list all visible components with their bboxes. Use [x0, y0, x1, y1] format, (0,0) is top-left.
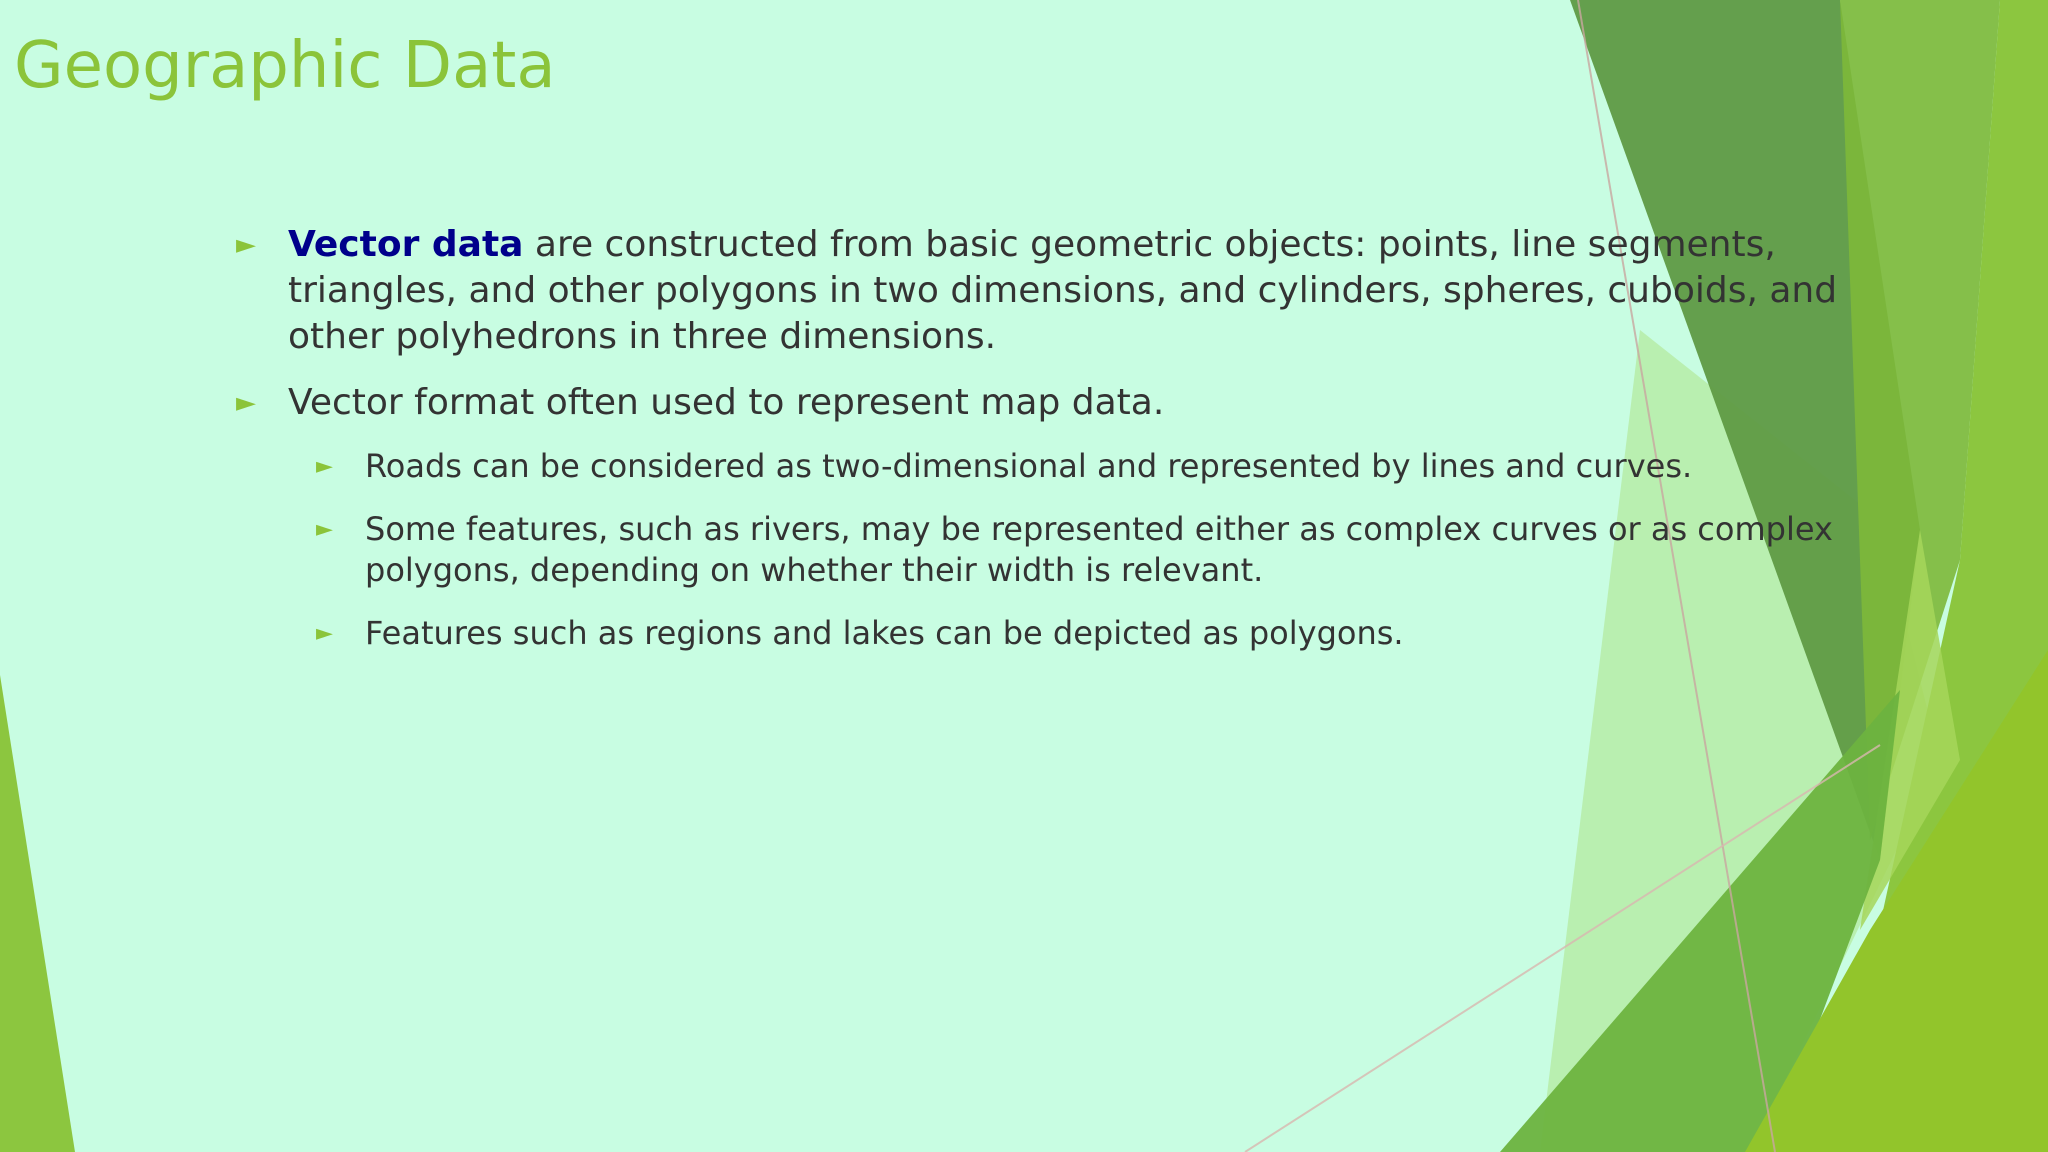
bullet-text: Features such as regions and lakes can be depicted as polygons.: [365, 614, 1404, 652]
emphasis-vector-data: Vector data: [288, 224, 524, 265]
bullet-text: Vector format often used to represent map data.: [288, 382, 1165, 423]
bullet-text: are constructed from basic geometric objects: points, line segments, triangles, and other polygons in two dimensions, and cylinders, spheres, cuboids, and other polyhedrons in three dimensions.: [288, 224, 1838, 357]
bullet-text: Roads can be considered as two-dimensional and represented by lines and curves.: [365, 447, 1693, 485]
sub-bullet-regions-lakes: [236, 613, 1936, 654]
bullet-arrow-icon: ►: [236, 388, 256, 418]
bullet-arrow-icon: ►: [316, 454, 333, 479]
slide-title: Geographic Data: [14, 29, 556, 103]
sub-bullet-roads: [236, 446, 1936, 487]
sub-bullet-rivers: [236, 509, 1936, 591]
bullet-arrow-icon: ►: [316, 621, 333, 646]
deco-left-lime-wedge: [0, 675, 75, 1152]
bullet-vector-format: [236, 380, 1936, 426]
bullet-vector-data: [236, 222, 1936, 360]
bullet-text: Some features, such as rivers, may be represented either as complex curves or as complex polygons, depending on whether their width is relevant.: [365, 510, 1833, 589]
bullet-arrow-icon: ►: [236, 230, 256, 260]
bullet-list: [236, 222, 1936, 676]
bullet-arrow-icon: ►: [316, 517, 333, 542]
